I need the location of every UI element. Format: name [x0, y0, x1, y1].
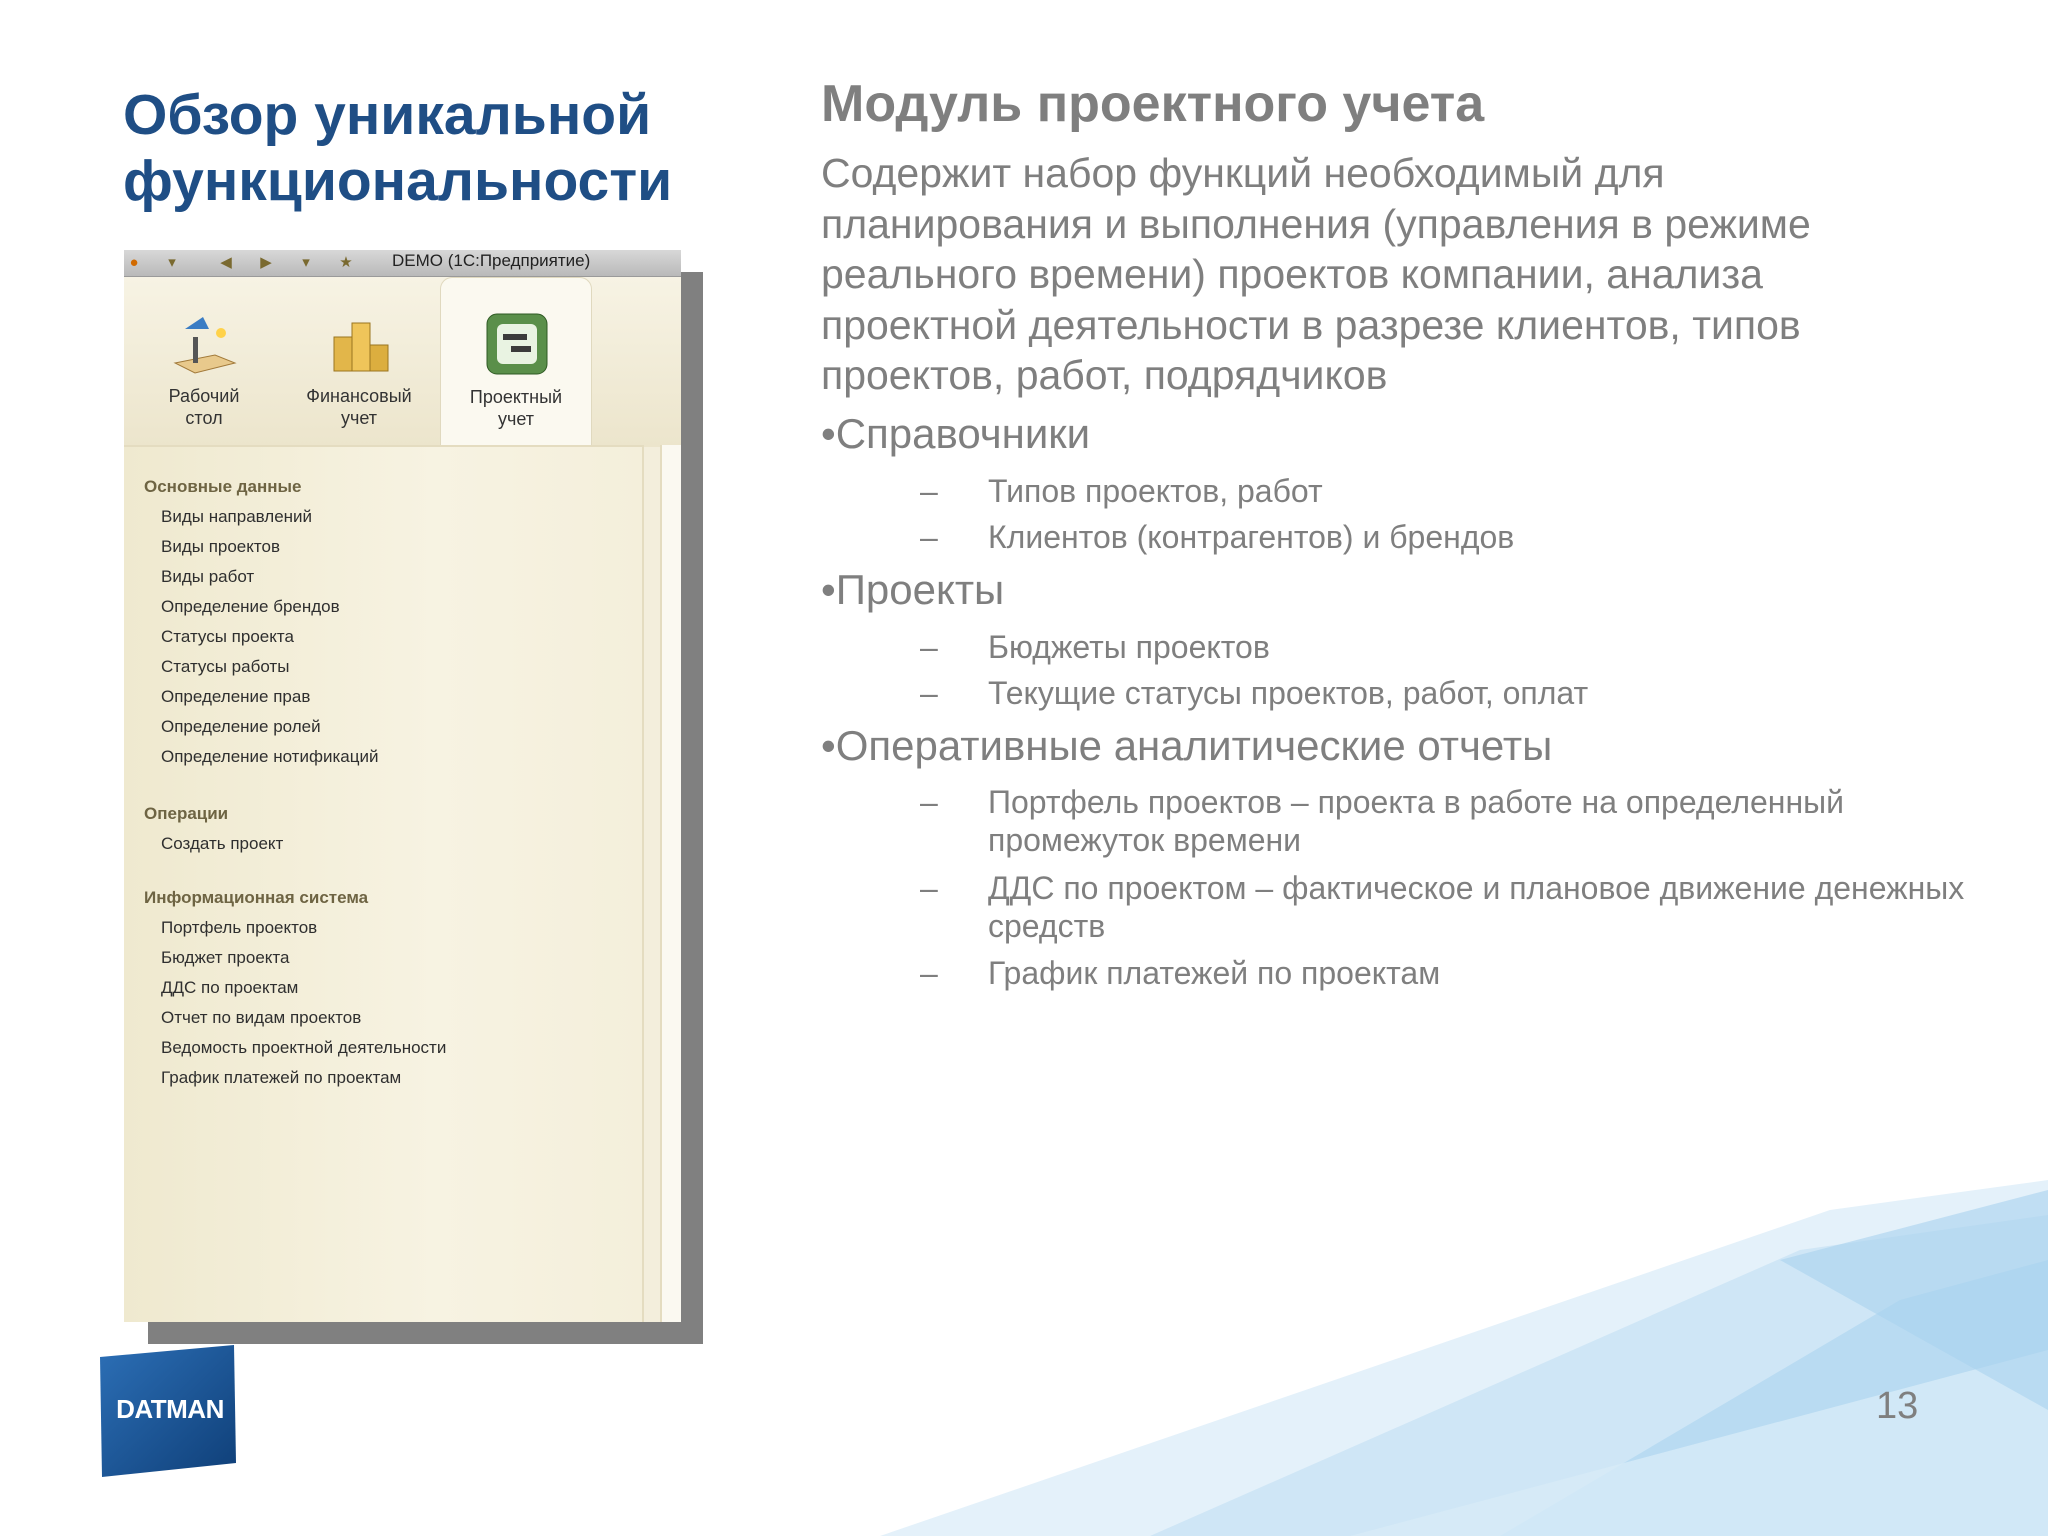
section-finance[interactable] — [284, 277, 434, 447]
favorites-star-icon[interactable]: ★ — [339, 254, 353, 271]
nav-item[interactable]: График платежей по проектам — [161, 1068, 402, 1087]
dash: – — [920, 629, 938, 665]
logo-text: DATMAN — [116, 1394, 224, 1424]
nav-item[interactable]: Бюджет проекта — [161, 948, 290, 967]
content-panel — [660, 445, 681, 1322]
group-title-info-system: Информационная система — [144, 888, 369, 907]
section-label: Рабочий стол — [168, 386, 240, 428]
group-title-main-data: Основные данные — [144, 477, 302, 496]
page-number: 13 — [1876, 1385, 1919, 1427]
app-logo-icon[interactable]: ● — [129, 254, 139, 271]
navigation-panel — [124, 445, 644, 1322]
history-dropdown-icon[interactable]: ▾ — [302, 254, 310, 271]
nav-item[interactable]: Определение нотификаций — [161, 747, 379, 766]
bullet-reports: •Оперативные аналитические отчеты — [821, 722, 1553, 769]
sub-item-text: Портфель проектов – проекта в работе на определенный промежуток времени — [988, 784, 1845, 858]
bullet-references: •Справочники — [821, 410, 1091, 457]
section-projects[interactable] — [440, 277, 592, 448]
dash: – — [920, 473, 938, 509]
coins-icon — [324, 307, 396, 379]
window-caption: DEMO (1С:Предприятие) — [392, 251, 591, 270]
nav-item[interactable]: ДДС по проектам — [161, 978, 299, 997]
sub-item-text: Бюджеты проектов — [988, 629, 1270, 665]
section-label: Финансовый учет — [306, 386, 412, 428]
bullet-projects: •Проекты — [821, 566, 1005, 613]
nav-item[interactable]: Определение брендов — [161, 597, 340, 616]
sub-item-text: ДДС по проектом – фактическое и плановое движение денежных средств — [988, 870, 1965, 944]
module-description: Содержит набор функций необходимый для планирования и выполнения (управления в режиме реального времени) проектов компании, анализа проектной деятельности в разрезе клиентов, типов проектов, работ, подрядчиков — [821, 150, 1811, 398]
slide-title: Обзор уникальной функциональности — [123, 83, 673, 213]
dash: – — [920, 955, 938, 991]
sub-item-text: Типов проектов, работ — [988, 473, 1323, 509]
nav-item[interactable]: Отчет по видам проектов — [161, 1008, 362, 1027]
nav-item[interactable]: Виды проектов — [161, 537, 280, 556]
sub-item-text: Текущие статусы проектов, работ, оплат — [988, 675, 1589, 711]
desk-lamp-icon — [169, 307, 241, 379]
nav-item[interactable]: Виды работ — [161, 567, 255, 586]
nav-item[interactable]: Создать проект — [161, 834, 284, 853]
nav-item[interactable]: Виды направлений — [161, 507, 313, 526]
section-desktop[interactable] — [129, 277, 279, 447]
nav-item[interactable]: Определение ролей — [161, 717, 321, 736]
dash: – — [920, 675, 938, 711]
gantt-icon — [481, 308, 553, 380]
nav-item[interactable]: Статусы проекта — [161, 627, 294, 646]
nav-item[interactable]: Определение прав — [161, 687, 311, 706]
dash: – — [920, 870, 938, 906]
forward-arrow-icon[interactable]: ▶ — [260, 254, 272, 271]
dash: – — [920, 784, 938, 820]
nav-item[interactable]: Портфель проектов — [161, 918, 318, 937]
nav-item[interactable]: Ведомость проектной деятельности — [161, 1038, 447, 1057]
dropdown-icon[interactable]: ▾ — [168, 254, 176, 271]
section-label: Проектный учет — [469, 387, 563, 429]
sub-item-text: Клиентов (контрагентов) и брендов — [988, 519, 1515, 555]
app-screenshot — [124, 250, 681, 1322]
nav-item[interactable]: Статусы работы — [161, 657, 290, 676]
group-title-operations: Операции — [144, 804, 229, 823]
sections-panel — [124, 277, 681, 447]
back-arrow-icon[interactable]: ◀ — [220, 254, 232, 271]
dash: – — [920, 519, 938, 555]
sub-item-text: График платежей по проектам — [988, 955, 1441, 991]
module-title: Модуль проектного учета — [821, 75, 1485, 133]
window-toolbar — [124, 250, 681, 277]
